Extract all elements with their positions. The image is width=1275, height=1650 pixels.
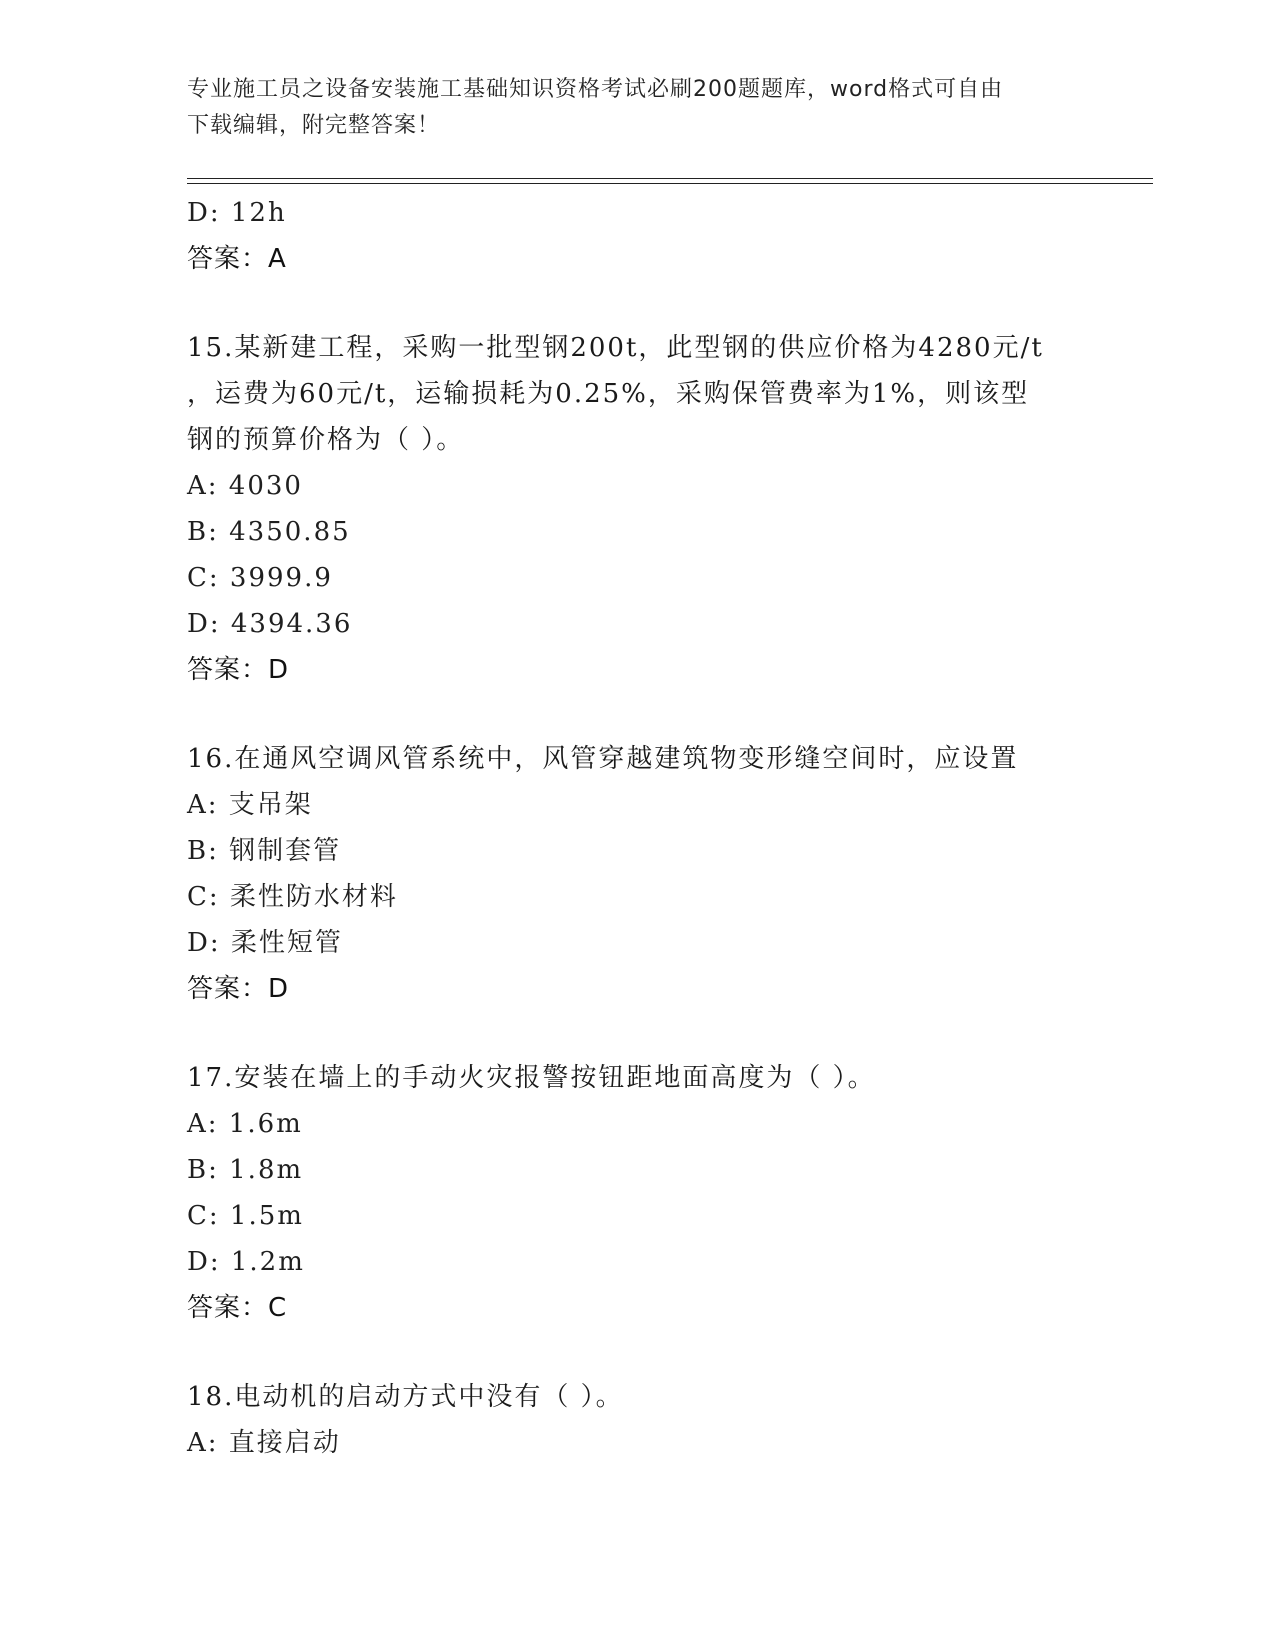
header-divider-top [187,178,1153,179]
question-17-option-a: A: 1.6m [187,1109,303,1139]
question-15-option-a: A: 4030 [187,471,303,501]
question-15-text-line-1: 15.某新建工程，采购一批型钢200t，此型钢的供应价格为4280元/t [187,333,1044,363]
question-16-option-a: A: 支吊架 [187,790,313,820]
spacer [187,1012,1087,1055]
question-18-text-line-1: 18.电动机的启动方式中没有（ ）。 [187,1382,624,1412]
question-17-option-b: B: 1.8m [187,1155,304,1185]
question-list [187,190,1087,1466]
question-15-option-b: B: 4350.85 [187,517,351,547]
spacer [187,1331,1087,1374]
question-17-option-c: C: 1.5m [187,1201,304,1231]
question-16-option-c: C: 柔性防水材料 [187,882,398,912]
header-line-2: 下载编辑，附完整答案！ [187,113,441,138]
header-line-1: 专业施工员之设备安装施工基础知识资格考试必刷200题题库，word格式可自由 [187,77,1004,102]
question-18 [187,1374,1087,1466]
question-18-option-a: A: 直接启动 [187,1428,341,1458]
question-15-text-line-2: ，运费为60元/t，运输损耗为0.25%，采购保管费率为1%，则该型 [187,379,1030,409]
header-divider-bottom [187,183,1153,184]
question-15-option-c: C: 3999.9 [187,563,333,593]
question-15-answer: 答案：D [187,655,290,685]
spacer [187,693,1087,736]
question-16-text-line-1: 16.在通风空调风管系统中，风管穿越建筑物变形缝空间时，应设置 [187,744,1019,774]
prev-option-d: D: 12h [187,198,287,228]
question-16 [187,736,1087,1012]
document-header [187,72,1067,144]
prev-answer: 答案：A [187,244,287,274]
question-16-answer: 答案：D [187,974,290,1004]
question-17-text-line-1: 17.安装在墙上的手动火灾报警按钮距地面高度为（ ）。 [187,1063,876,1093]
question-16-option-b: B: 钢制套管 [187,836,342,866]
question-15-option-d: D: 4394.36 [187,609,353,639]
question-15-text-line-3: 钢的预算价格为（ ）。 [187,425,465,455]
question-17-option-d: D: 1.2m [187,1247,305,1277]
question-15 [187,325,1087,693]
question-17 [187,1055,1087,1331]
question-16-option-d: D: 柔性短管 [187,928,343,958]
question-17-answer: 答案：C [187,1293,288,1323]
spacer [187,282,1087,325]
